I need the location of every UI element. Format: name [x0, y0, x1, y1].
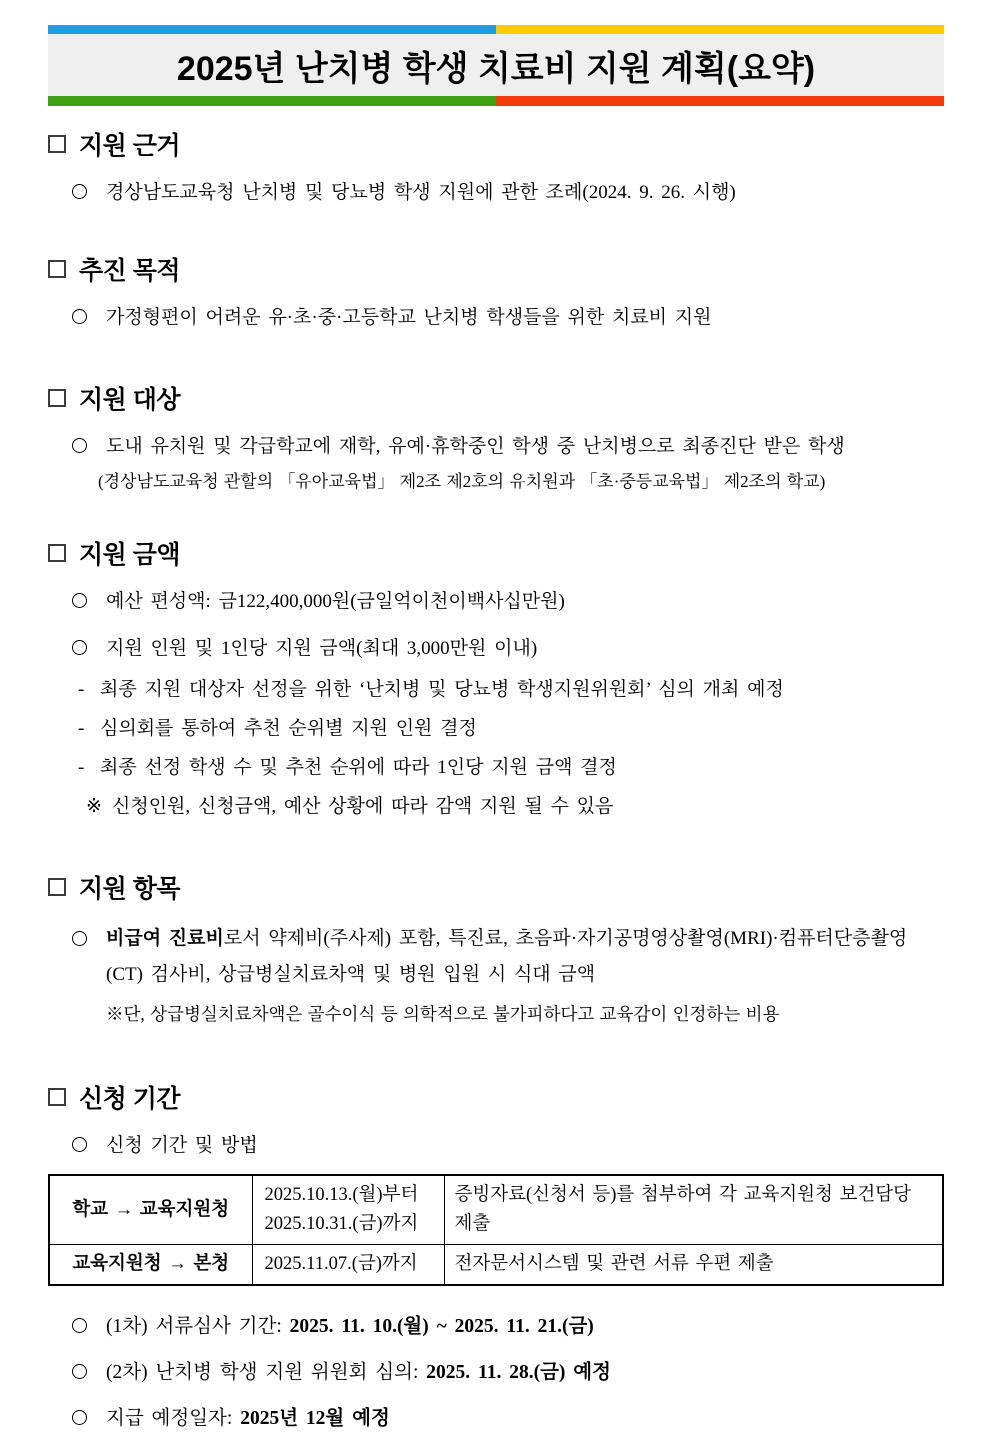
circle-bullet-icon: [72, 178, 106, 199]
sub-list-item: [48, 714, 944, 743]
section-heading-label: 지원 근거: [79, 132, 181, 160]
caution-note-text: 신청인원, 신청금액, 예산 상황에 따라 감액 지원 될 수 있음: [112, 796, 614, 817]
legal-reference-note: (경상남도교육청 관할의 「유아교육법」 제2조 제2호의 유치원과 「초·중등교육법」 제2조의 학교): [98, 472, 826, 491]
schedule-bullets: [48, 1312, 944, 1433]
list-item: [48, 178, 944, 207]
list-item: [48, 432, 944, 461]
list-item-text: 신청 기간 및 방법: [106, 1135, 258, 1156]
circle-bullet-icon: [72, 303, 106, 324]
payment-date: 2025년 12월 예정: [240, 1408, 390, 1429]
title-band: [48, 34, 944, 96]
review-period-text: (1차) 서류심사 기간: 2025. 11. 10.(월) ~ 2025. 11. 21.(금): [106, 1316, 594, 1337]
section-heading-label: 지원 금액: [79, 541, 181, 569]
section-heading-label: 지원 대상: [79, 386, 181, 414]
section-heading-target: [48, 380, 944, 416]
header-bar-yellow: [496, 25, 944, 34]
sub-list-item: [48, 675, 944, 704]
budget-amount-text: 예산 편성액: 금122,400,000원(금일억이천이백사십만원): [106, 591, 565, 612]
table-row: [49, 1245, 943, 1286]
circle-bullet-icon: [72, 634, 106, 655]
header-top-bar: [48, 25, 944, 34]
sub-list-item: [48, 753, 944, 782]
items-condition-note: ※단, 상급병실치료차액은 골수이식 등 의학적으로 불가피하다고 교육감이 인정하는 비용: [106, 1004, 780, 1024]
header-bar-red: [496, 96, 944, 106]
circle-bullet-icon: [72, 1312, 106, 1333]
circle-bullet-icon: [72, 1404, 106, 1425]
section-heading-basis: [48, 126, 944, 162]
method-cell: 증빙자료(신청서 등)를 첨부하여 각 교육지원청 보건담당 제출: [444, 1175, 943, 1245]
list-item: [48, 634, 944, 663]
period-line: 2025.10.31.(금)까지: [264, 1214, 419, 1234]
covered-items-paragraph: [48, 921, 944, 993]
list-item: [48, 1358, 944, 1387]
review-period-dates: 2025. 11. 10.(월) ~ 2025. 11. 21.(금): [289, 1316, 594, 1337]
route-cell: 학교 → 교육지원청: [49, 1175, 252, 1245]
list-item-text: 가정형편이 어려운 유·초·중·고등학교 난치병 학생들을 위한 치료비 지원: [106, 307, 712, 328]
list-item: [48, 303, 944, 332]
method-cell: 전자문서시스템 및 관련 서류 우편 제출: [444, 1245, 943, 1286]
list-item: [48, 1312, 944, 1341]
section-checkbox-icon: [48, 389, 66, 407]
caution-note: [48, 792, 944, 821]
period-cell: [252, 1175, 444, 1245]
document-header: [48, 25, 944, 106]
sub-item-text: 최종 선정 학생 수 및 추천 순위에 따라 1인당 지원 금액 결정: [100, 757, 617, 778]
header-bottom-bar: [48, 96, 944, 106]
header-bar-green: [48, 96, 496, 106]
period-cell: 2025.11.07.(금)까지: [252, 1245, 444, 1286]
dash-bullet-icon: -: [78, 718, 85, 739]
section-checkbox-icon: [48, 135, 66, 153]
reference-mark-icon: ※: [86, 796, 102, 817]
section-heading-label: 추진 목적: [79, 257, 181, 285]
covered-items-text: [106, 921, 944, 993]
covered-items-bold-lead: 비급여 진료비: [106, 928, 224, 949]
committee-review-date: 2025. 11. 28.(금) 예정: [426, 1362, 611, 1383]
section-heading-items: [48, 869, 944, 905]
list-item: [48, 1404, 944, 1433]
section-heading-label: 지원 항목: [79, 875, 181, 903]
section-heading-period: [48, 1079, 944, 1115]
page-title: 2025년 난치병 학생 치료비 지원 계획(요약): [176, 49, 816, 88]
section-checkbox-icon: [48, 260, 66, 278]
committee-review-text: (2차) 난치병 학생 지원 위원회 심의: 2025. 11. 28.(금) 예정: [106, 1362, 611, 1383]
circle-bullet-icon: [72, 587, 106, 608]
section-heading-label: 신청 기간: [79, 1085, 181, 1113]
sub-item-text: 최종 지원 대상자 선정을 위한 ‘난치병 및 당뇨병 학생지원위원회’ 심의 개최 예정: [100, 679, 784, 700]
section-heading-purpose: [48, 251, 944, 287]
list-item: [48, 1131, 944, 1160]
circle-bullet-icon: [72, 1358, 106, 1379]
circle-bullet-icon: [72, 921, 106, 946]
section-checkbox-icon: [48, 1088, 66, 1106]
sub-item-text: 심의회를 통하여 추천 순위별 지원 인원 결정: [100, 718, 477, 739]
payment-date-text: 지급 예정일자: 2025년 12월 예정: [106, 1408, 390, 1429]
route-cell: 교육지원청 → 본청: [49, 1245, 252, 1286]
dash-bullet-icon: -: [78, 679, 85, 700]
period-line: 2025.10.13.(월)부터: [264, 1185, 419, 1205]
circle-bullet-icon: [72, 1131, 106, 1152]
application-schedule-table: [48, 1174, 944, 1286]
list-item-text: 경상남도교육청 난치병 및 당뇨병 학생 지원에 관한 조례(2024. 9. 26. 시행): [106, 182, 736, 203]
section-heading-amount: [48, 535, 944, 571]
circle-bullet-icon: [72, 432, 106, 453]
list-item: [48, 587, 944, 616]
list-item-text: 도내 유치원 및 각급학교에 재학, 유예·휴학중인 학생 중 난치병으로 최종진단 받은 학생: [106, 436, 845, 457]
section-checkbox-icon: [48, 878, 66, 896]
header-bar-blue: [48, 25, 496, 34]
section-checkbox-icon: [48, 544, 66, 562]
covered-items-rest: 로서 약제비(주사제) 포함, 특진료, 초음파·자기공명영상촬영(MRI)·컴퓨터단층촬영(CT) 검사비, 상급병실치료차액 및 병원 입원 시 식대 금액: [106, 928, 908, 985]
dash-bullet-icon: -: [78, 757, 85, 778]
per-person-amount-text: 지원 인원 및 1인당 지원 금액(최대 3,000만원 이내): [106, 638, 538, 659]
table-row: [49, 1175, 943, 1245]
